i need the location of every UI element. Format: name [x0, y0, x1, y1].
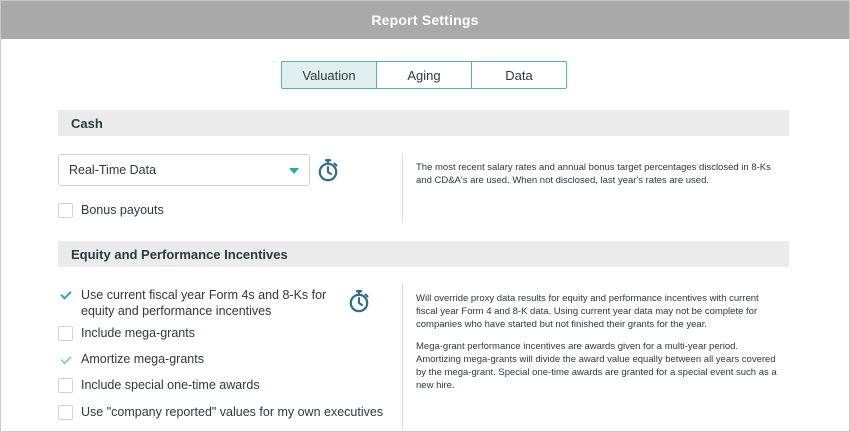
amortize-mega-grants-checkbox[interactable]: [58, 352, 73, 367]
equity-description-mega-grants: Mega-grant performance incentives are awards given for a multi-year period. Amortizing mega-grants will divide the award value equally between all years covered by the mega-grant. Special one-time awards are granted for a special event such as a new hire.: [416, 341, 777, 391]
include-special-awards-checkbox[interactable]: [58, 378, 73, 393]
include-special-awards-option: [58, 378, 260, 393]
use-form4-checkbox[interactable]: [58, 287, 73, 302]
cash-section-heading: Cash: [58, 110, 789, 136]
use-form4-option: [58, 287, 348, 319]
cash-description-text: The most recent salary rates and annual bonus target percentages disclosed in 8-Ks and CD&A's are used. When not disclosed, last year's rates are used.: [416, 162, 771, 186]
include-mega-grants-label: Include mega-grants: [81, 326, 195, 340]
cash-data-source-value: Real-Time Data: [69, 163, 157, 177]
equity-description: [416, 292, 781, 401]
company-reported-checkbox[interactable]: [58, 405, 73, 420]
bonus-payouts-checkbox[interactable]: [58, 203, 73, 218]
stopwatch-icon[interactable]: [317, 158, 339, 182]
cash-description: [416, 161, 781, 196]
company-reported-option: [58, 405, 383, 420]
equity-divider: [402, 283, 403, 431]
include-mega-grants-option: [58, 326, 195, 341]
stopwatch-icon[interactable]: [348, 289, 370, 313]
tab-data[interactable]: Data: [471, 61, 567, 89]
tab-aging[interactable]: Aging: [376, 61, 472, 89]
include-mega-grants-checkbox[interactable]: [58, 326, 73, 341]
amortize-mega-grants-label: Amortize mega-grants: [81, 352, 204, 366]
window-title: Report Settings: [1, 1, 849, 39]
bonus-payouts-label: Bonus payouts: [81, 203, 164, 217]
equity-description-override: Will override proxy data results for equity and performance incentives with current fiscal year Form 4 and 8-K data. Using current year data may not be complete for companies who have started but not finished their grants for the year.: [416, 293, 759, 330]
cash-data-source-select[interactable]: [58, 154, 310, 186]
tab-bar: [281, 61, 567, 88]
chevron-down-icon: [289, 168, 299, 174]
bonus-payouts-option: [58, 203, 164, 218]
equity-section-heading: Equity and Performance Incentives: [58, 241, 789, 267]
company-reported-label: Use "company reported" values for my own executives: [81, 405, 384, 419]
cash-divider: [402, 153, 403, 223]
use-form4-label: Use current fiscal year Form 4s and 8-Ks for equity and performance incentives: [81, 288, 327, 318]
include-special-awards-label: Include special one-time awards: [81, 378, 260, 392]
amortize-mega-grants-option: [58, 352, 204, 367]
tab-valuation[interactable]: Valuation: [281, 61, 377, 89]
